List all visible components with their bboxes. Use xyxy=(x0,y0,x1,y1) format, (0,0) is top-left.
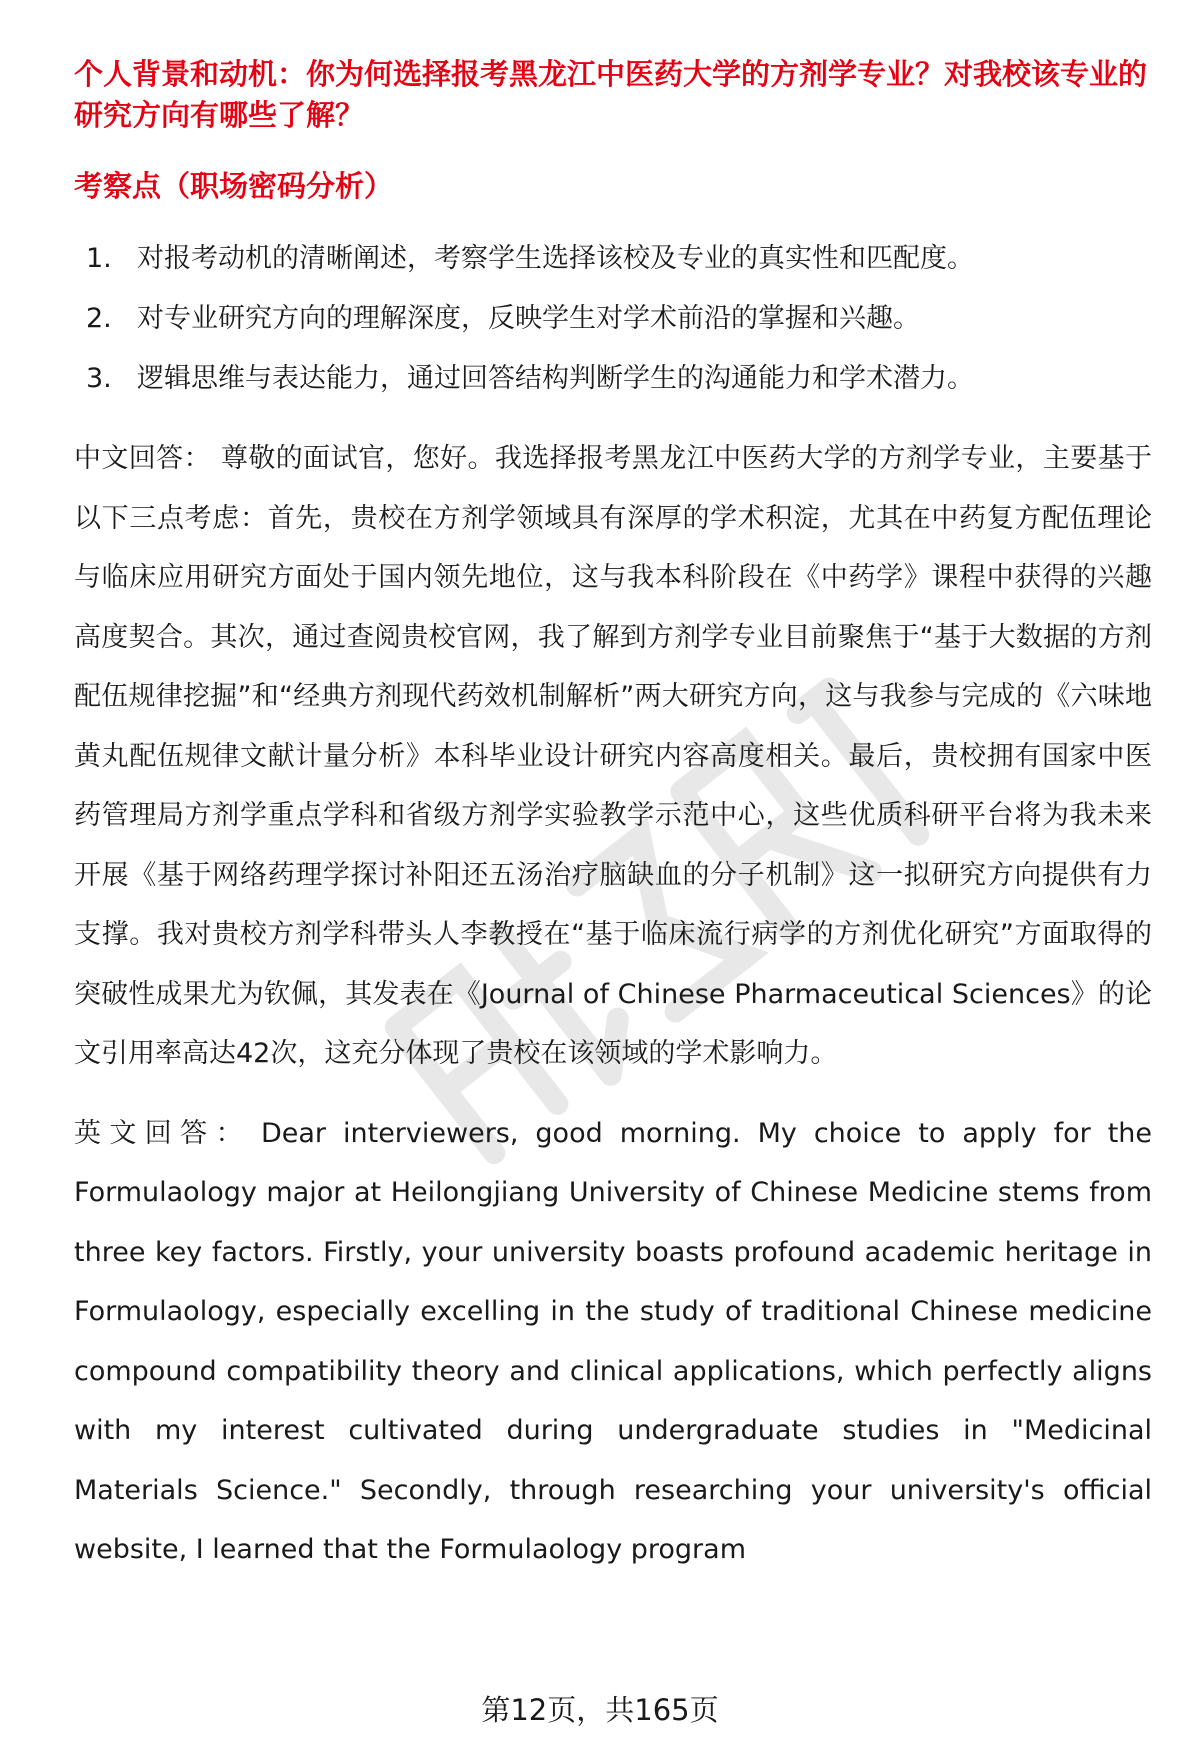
document-body xyxy=(74,54,1152,1580)
question-heading: 个人背景和动机：你为何选择报考黑龙江中医药大学的方剂学专业？对我校该专业的研究方向有哪些了解？ xyxy=(74,57,1148,132)
page-number-footer: 第12页，共165页 xyxy=(481,1693,719,1727)
list-item xyxy=(74,289,1152,349)
list-item-text: 对报考动机的清晰阐述，考察学生选择该校及专业的真实性和匹配度。 xyxy=(137,243,974,274)
assessment-heading: 考察点（职场密码分析） xyxy=(74,169,394,203)
list-item-number: 2. xyxy=(86,303,112,334)
chinese-answer-paragraph xyxy=(74,429,1152,1084)
list-item-number: 3. xyxy=(86,363,112,394)
list-item-text: 逻辑思维与表达能力，通过回答结构判断学生的沟通能力和学术潜力。 xyxy=(137,363,974,394)
chinese-answer-text: 尊敬的面试官，您好。我选择报考黑龙江中医药大学的方剂学专业，主要基于以下三点考虑：首先，贵校在方剂学领域具有深厚的学术积淀，尤其在中药复方配伍理论与临床应用研究方面处于国内领先地位，这与我本科阶段在《中药学》课程中获得的兴趣高度契合。其次，通过查阅贵校官网，我了解到方剂学专业目前聚焦于“基于大数据的方剂配伍规律挖掘”和“经典方剂现代药效机制解析”两大研究方向，这与我参与完成的《六味地黄丸配伍规律文献计量分析》本科毕业设计研究内容高度相关。最后，贵校拥有国家中医药管理局方剂学重点学科和省级方剂学实验教学示范中心，这些优质科研平台将为我未来开展《基于网络药理学探讨补阳还五汤治疗脑缺血的分子机制》这一拟研究方向提供有力支撑。我对贵校方剂学科带头人李教授在“基于临床流行病学的方剂优化研究”方面取得的突破性成果尤为钦佩，其发表在《Journal of Chinese Pharmaceutical Sciences》的论文引用率高达42次，这充分体现了贵校在该领域的学术影响力。 xyxy=(74,443,1153,1069)
chinese-answer-label: 中文回答： xyxy=(74,443,211,474)
english-answer-label: 英文回答： xyxy=(74,1117,251,1149)
english-answer-paragraph xyxy=(74,1104,1152,1580)
list-item-text: 对专业研究方向的理解深度，反映学生对学术前沿的掌握和兴趣。 xyxy=(137,303,920,334)
list-item xyxy=(74,229,1152,289)
assessment-points-list xyxy=(74,229,1152,409)
list-item xyxy=(74,349,1152,409)
english-answer-text: Dear interviewers, good morning. My choice to apply for the Formulaology major at Heilongjiang University of Chinese Medicine stems from three key factors. Firstly, your university boasts profound academic heritage in Formulaology, especially excelling in the study of traditional Chinese medicine compound compatibility theory and clinical applications, which perfectly aligns with my interest cultivated during undergraduate studies in "Medicinal Materials Science." Secondly, through researching your university's official website, I learned that the Formulaology program xyxy=(74,1117,1153,1565)
list-item-number: 1. xyxy=(86,243,112,274)
